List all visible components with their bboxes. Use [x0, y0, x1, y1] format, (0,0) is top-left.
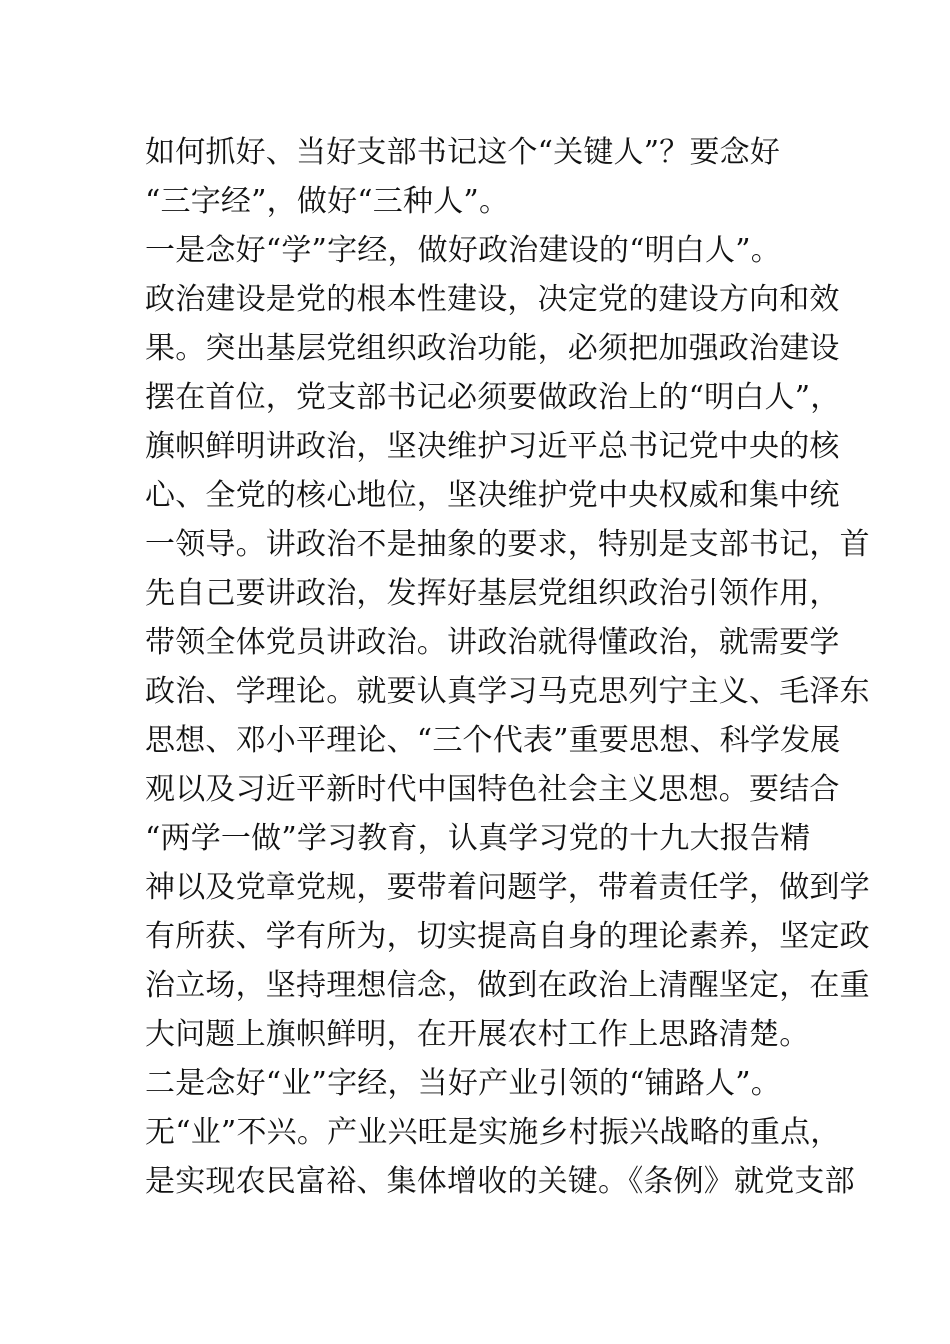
text-line: 思想、邓小平理论、“三个代表”重要思想、科学发展: [145, 723, 841, 758]
text-line: 如何抓好、当好支部书记这个“关键人”？要念好: [145, 135, 781, 170]
text-line: 一是念好“学”字经，做好政治建设的“明白人”。: [145, 233, 781, 268]
text-line: 心、全党的核心地位，坚决维护党中央权威和集中统: [145, 478, 840, 513]
text-line: 有所获、学有所为，切实提高自身的理论素养，坚定政: [145, 919, 870, 954]
text-line: 是实现农民富裕、集体增收的关键。《条例》就党支部: [145, 1164, 855, 1199]
text-line: 治立场，坚持理想信念，做到在政治上清醒坚定，在重: [145, 968, 870, 1003]
text-line: 摆在首位，党支部书记必须要做政治上的“明白人”，: [145, 380, 841, 415]
text-line: 带领全体党员讲政治。讲政治就得懂政治，就需要学: [145, 625, 840, 660]
text-line: 先自己要讲政治，发挥好基层党组织政治引领作用，: [145, 576, 840, 611]
text-line: 政治、学理论。就要认真学习马克思列宁主义、毛泽东: [145, 674, 870, 709]
text-line: “三字经”，做好“三种人”。: [145, 184, 510, 219]
text-line: 一领导。讲政治不是抽象的要求，特别是支部书记，首: [145, 527, 870, 562]
document-body: [145, 128, 870, 1206]
text-line: 旗帜鲜明讲政治，坚决维护习近平总书记党中央的核: [145, 429, 840, 464]
text-line: 果。突出基层党组织政治功能，必须把加强政治建设: [145, 331, 840, 366]
text-line: 神以及党章党规，要带着问题学，带着责任学，做到学: [145, 870, 870, 905]
text-line: 大问题上旗帜鲜明，在开展农村工作上思路清楚。: [145, 1017, 810, 1052]
text-line: 二是念好“业”字经，当好产业引领的“铺路人”。: [145, 1066, 781, 1101]
text-line: 政治建设是党的根本性建设，决定党的建设方向和效: [145, 282, 840, 317]
text-line: 观以及习近平新时代中国特色社会主义思想。要结合: [145, 772, 840, 807]
text-line: 无“业”不兴。产业兴旺是实施乡村振兴战略的重点，: [145, 1115, 841, 1150]
text-line: “两学一做”学习教育，认真学习党的十九大报告精: [145, 821, 811, 856]
